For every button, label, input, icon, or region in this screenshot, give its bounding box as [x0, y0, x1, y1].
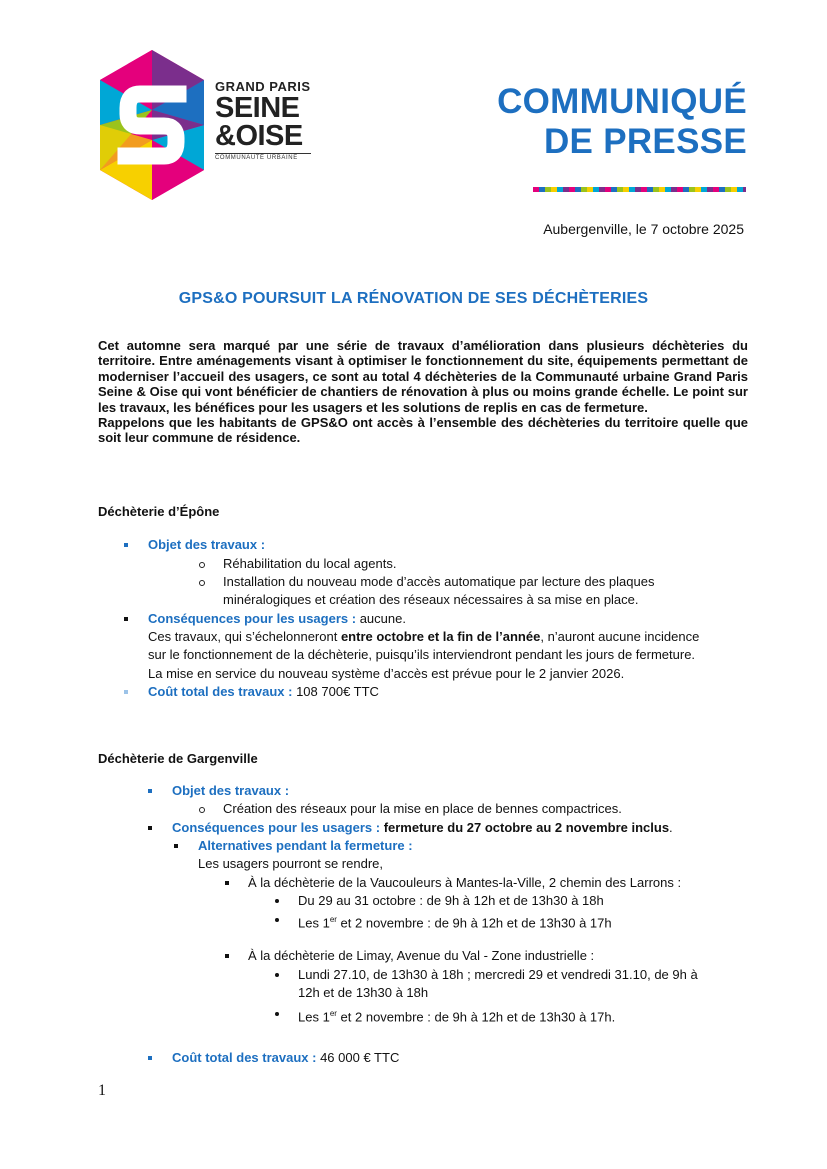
- epone-consequences-text-1: [148, 628, 699, 646]
- epone-cout: [148, 683, 379, 701]
- logo-line-seine: SEINE: [215, 92, 300, 124]
- epone-objet-item-2-cont: minéralogiques et création des réseaux nécessaires à sa mise en place.: [223, 592, 639, 607]
- epone-consequences-text-2: sur le fonctionnement de la déchèterie, puisqu’ils interviendront pendant les jours de fermeture.: [148, 647, 696, 662]
- title-line-1: COMMUNIQUÉ: [497, 82, 747, 121]
- epone-consequences-label: Conséquences pour les usagers :: [148, 611, 357, 626]
- section-title-epone: Déchèterie d’Épône: [98, 504, 220, 519]
- bullet-dot: [275, 973, 279, 977]
- bullet-dot: [275, 918, 279, 922]
- intro-paragraph-2: Rappelons que les habitants de GPS&O ont accès à l’ensemble des déchèteries du territoire quelle que soit leur commune de résidence.: [98, 415, 748, 446]
- rainbow-divider: [533, 187, 746, 192]
- text-run-sup: er: [329, 915, 337, 924]
- gpso-logo-text: [215, 80, 311, 161]
- bullet-circle: [199, 562, 205, 568]
- garg-site-1-hours-1: Du 29 au 31 octobre : de 9h à 12h et de 13h30 à 18h: [298, 893, 604, 908]
- text-run: Les 1: [298, 915, 330, 931]
- epone-cout-label: Coût total des travaux :: [148, 684, 293, 699]
- page-number: 1: [98, 1082, 106, 1099]
- epone-objet-label: Objet des travaux :: [148, 537, 266, 552]
- logo-line-grand-paris: GRAND PARIS: [215, 79, 311, 94]
- garg-site-2-hours-2: [298, 1005, 615, 1026]
- logo-line-oise: &OISE: [215, 120, 303, 152]
- text-run: Les 1: [298, 1009, 330, 1025]
- text-run: et 2 novembre : de 9h à 12h et de 13h30 à 17h: [336, 915, 612, 931]
- gpso-logo-mark: [100, 50, 204, 200]
- text-run-bold: entre octobre et la fin de l’année: [340, 629, 541, 644]
- garg-alternatives-intro: Les usagers pourront se rendre,: [198, 856, 383, 871]
- intro-paragraph-1: Cet automne sera marqué par une série de travaux d’amélioration dans plusieurs déchèteries du territoire. Entre aménagements visant à optimiser le fonctionnement du site, équipements permettant de moderniser l’accueil des usagers, ce sont au total 4 déchèteries de la Communauté urbaine Grand Paris Seine & Oise qui vont bénéficier de chantiers de rénovation à plus ou moins grande échelle. Le point sur les travaux, les bénéfices pour les usagers et les solutions de replis en cas de fermeture.: [98, 338, 748, 415]
- text-run: :: [372, 820, 384, 835]
- garg-cout-value: 46 000 € TTC: [316, 1050, 400, 1065]
- bullet-dot: [275, 1012, 279, 1016]
- bullet-dot: [275, 899, 279, 903]
- garg-consequences: [172, 819, 673, 837]
- title-line-2: DE PRESSE: [543, 122, 747, 161]
- text-run: et 2 novembre : de 9h à 12h et de 13h30 à 17h.: [336, 1009, 616, 1025]
- bullet-circle: [199, 807, 205, 813]
- garg-alternatives-label: Alternatives pendant la fermeture :: [198, 838, 413, 853]
- intro-block: [98, 338, 748, 446]
- bullet-square: [124, 543, 128, 547]
- logo-line-communaute: COMMUNAUTÉ URBAINE: [215, 153, 311, 161]
- epone-consequences: [148, 610, 406, 628]
- garg-site-1-hours-2: [298, 911, 612, 932]
- dateline: Aubergenville, le 7 octobre 2025: [543, 221, 744, 237]
- epone-cout-value: 108 700€ TTC: [292, 684, 379, 699]
- garg-consequences-value: fermeture du 27 octobre au 2 novembre inclus: [383, 820, 670, 835]
- bullet-square: [148, 826, 152, 830]
- press-release-title: [497, 82, 747, 162]
- epone-objet-item-1: Réhabilitation du local agents.: [223, 556, 397, 571]
- text-run-sup: er: [329, 1009, 337, 1018]
- bullet-square: [124, 690, 128, 694]
- garg-site-2-hours-1: Lundi 27.10, de 13h30 à 18h ; mercredi 29 et vendredi 31.10, de 9h à: [298, 967, 698, 982]
- epone-consequences-text-3: La mise en service du nouveau système d’accès est prévue pour le 2 janvier 2026.: [148, 666, 625, 681]
- bullet-square: [124, 617, 128, 621]
- garg-cout: [172, 1049, 399, 1067]
- text-run: .: [669, 820, 673, 835]
- bullet-square: [148, 1056, 152, 1060]
- bullet-circle: [199, 580, 205, 586]
- bullet-square: [225, 954, 229, 958]
- garg-objet-item: Création des réseaux pour la mise en place de bennes compactrices.: [223, 801, 622, 816]
- garg-cout-label: Coût total des travaux :: [172, 1050, 317, 1065]
- garg-consequences-label: Conséquences pour les usagers: [172, 820, 373, 835]
- garg-site-1: À la déchèterie de la Vaucouleurs à Mantes-la-Ville, 2 chemin des Larrons :: [248, 875, 682, 890]
- epone-consequences-value: aucune.: [356, 611, 406, 626]
- text-run: , n’auront aucune incidence: [540, 629, 700, 644]
- bullet-square: [174, 844, 178, 848]
- text-run: Ces travaux, qui s’échelonneront: [148, 629, 341, 644]
- epone-objet-item-2: Installation du nouveau mode d’accès automatique par lecture des plaques: [223, 574, 655, 589]
- headline: GPS&O POURSUIT LA RÉNOVATION DE SES DÉCHÈTERIES: [178, 290, 649, 307]
- bullet-square: [225, 881, 229, 885]
- bullet-square: [148, 789, 152, 793]
- section-title-gargenville: Déchèterie de Gargenville: [98, 751, 258, 766]
- garg-site-2: À la déchèterie de Limay, Avenue du Val - Zone industrielle :: [248, 948, 595, 963]
- garg-objet-label: Objet des travaux :: [172, 783, 290, 798]
- garg-site-2-hours-1-cont: 12h et de 13h30 à 18h: [298, 985, 429, 1000]
